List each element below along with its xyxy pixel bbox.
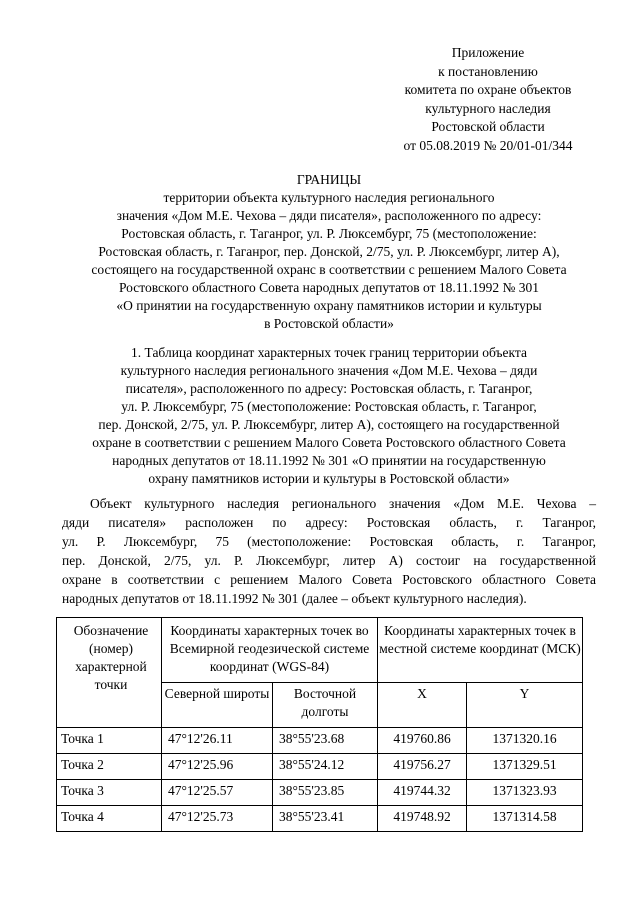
point-name: Точка 1 — [57, 728, 162, 754]
coordinates-table — [56, 617, 583, 832]
point-longitude: 38°55'23.41 — [273, 806, 378, 832]
appendix-header — [388, 44, 588, 155]
paragraph-line: пер. Донской, 2/75, ул. Р. Люксембург, литер А) состоиг на государственной — [62, 553, 596, 568]
table-row — [57, 728, 583, 754]
point-y: 1371320.16 — [467, 728, 583, 754]
appendix-line: от 05.08.2019 № 20/01-01/344 — [403, 137, 573, 153]
table-row — [57, 806, 583, 832]
title-line: «О принятии на государственную охрану памятников истории и культуры — [116, 298, 542, 313]
point-latitude: 47°12'25.96 — [162, 754, 273, 780]
point-y: 1371314.58 — [467, 806, 583, 832]
point-latitude: 47°12'26.11 — [162, 728, 273, 754]
section-line: пер. Донской, 2/75, ул. Р. Люксембург, литер А), состоящего на государственной — [98, 417, 560, 432]
point-latitude: 47°12'25.73 — [162, 806, 273, 832]
point-y: 1371329.51 — [467, 754, 583, 780]
title-line: Ростовская область, г. Таганрог, ул. Р. Люксембург, 75 (местоположение: — [121, 226, 537, 241]
section-line: 1. Таблица координат характерных точек границ территории объекта — [131, 345, 527, 360]
point-x: 419756.27 — [378, 754, 467, 780]
section-line: культурного наследия регионального значения «Дом М.Е. Чехова – дяди — [120, 363, 538, 378]
paragraph-line: Объект культурного наследия регионального значения «Дом М.Е. Чехова – — [90, 496, 596, 511]
title-heading: ГРАНИЦЫ — [296, 172, 362, 187]
header-latitude: Северной широты — [162, 683, 273, 728]
section-line: ул. Р. Люксембург, 75 (местоположение: Ростовская область, г. Таганрог, — [121, 399, 537, 414]
section-line: народных депутатов от 18.11.1992 № 301 «О принятии на государственную — [112, 453, 546, 468]
table-header-row — [57, 618, 583, 683]
title-line: территории объекта культурного наследия регионального — [163, 190, 495, 205]
title-line: в Ростовской области» — [264, 316, 394, 331]
header-msk: Координаты характерных точек в местной системе координат (МСК) — [378, 618, 583, 683]
header-point-name: Обозначение (номер) характерной точки — [57, 618, 162, 728]
title-line: состоящего на государственной охранс в соответствии с решением Малого Совета — [91, 262, 567, 277]
paragraph-line: охране в соответствии с решением Малого Совета Ростовского областного Совета — [62, 572, 596, 587]
point-name: Точка 3 — [57, 780, 162, 806]
table-row — [57, 780, 583, 806]
point-x: 419748.92 — [378, 806, 467, 832]
header-x: X — [378, 683, 467, 728]
title-line: Ростовская область, г. Таганрог, пер. Донской, 2/75, ул. Р. Люксембург, литер А), — [98, 244, 560, 259]
point-name: Точка 2 — [57, 754, 162, 780]
point-name: Точка 4 — [57, 806, 162, 832]
point-y: 1371323.93 — [467, 780, 583, 806]
paragraph-line: ул. Р. Люксембург, 75 (местоположение: Ростовская область, г. Таганрог, — [62, 534, 596, 549]
appendix-line: культурного наследия — [425, 100, 551, 116]
table-row — [57, 754, 583, 780]
point-longitude: 38°55'24.12 — [273, 754, 378, 780]
title-line: значения «Дом М.Е. Чехова – дяди писателя», расположенного по адресу: — [116, 208, 542, 223]
body-paragraph — [62, 494, 596, 608]
point-latitude: 47°12'25.57 — [162, 780, 273, 806]
point-x: 419760.86 — [378, 728, 467, 754]
header-y: Y — [467, 683, 583, 728]
header-wgs84: Координаты характерных точек во Всемирной геодезической системе координат (WGS-84) — [162, 618, 378, 683]
paragraph-line: народных депутатов от 18.11.1992 № 301 (далее – объект культурного наследия). — [62, 591, 527, 606]
document-title — [40, 171, 618, 333]
header-longitude: Восточной долготы — [273, 683, 378, 728]
appendix-line: Ростовской области — [431, 119, 545, 134]
section-heading — [40, 344, 618, 488]
section-line: охрану памятников истории и культуры в Ростовской области» — [148, 471, 510, 486]
section-line: писателя», расположенного по адресу: Ростовская область, г. Таганрог, — [125, 381, 533, 396]
point-longitude: 38°55'23.85 — [273, 780, 378, 806]
point-longitude: 38°55'23.68 — [273, 728, 378, 754]
appendix-line: к постановлению — [438, 63, 538, 79]
paragraph-line: дяди писателя» расположен по адресу: Ростовская область, г. Таганрог, — [62, 515, 596, 530]
section-line: охране в соответствии с решением Малого Совета Ростовского областного Совета — [92, 435, 566, 450]
appendix-line: Приложение — [451, 45, 525, 60]
appendix-line: комитета по охране объектов — [404, 82, 572, 97]
title-line: Ростовского областного Совета народных депутатов от 18.11.1992 № 301 — [119, 280, 539, 295]
point-x: 419744.32 — [378, 780, 467, 806]
